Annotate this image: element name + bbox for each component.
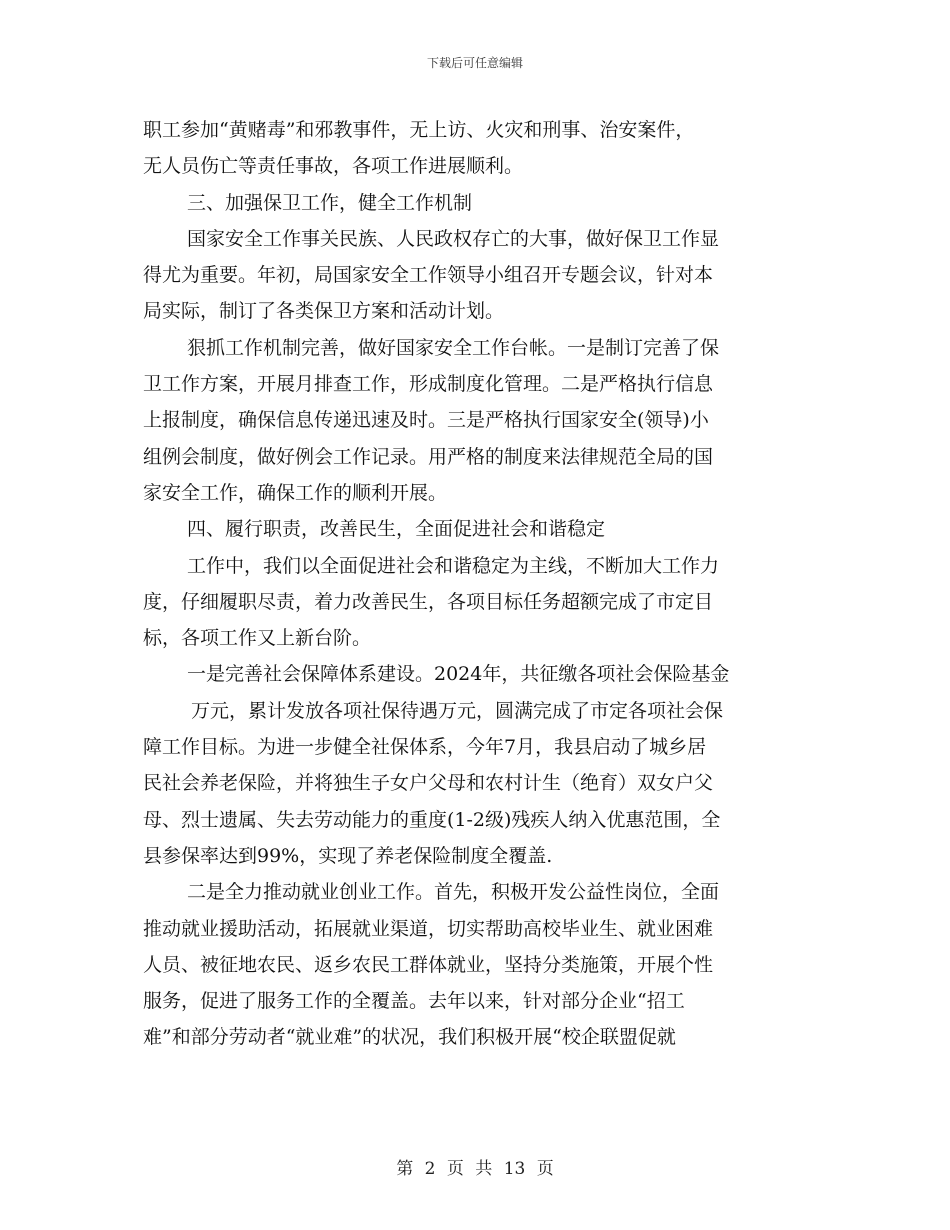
text-line: 一是完善社会保障体系建设。2024年，共征缴各项社会保险基金 xyxy=(187,663,730,686)
text-line: 局实际，制订了各类保卫方案和活动计划。 xyxy=(143,300,505,323)
text-line: 人员、被征地农民、返乡农民工群体就业，坚持分类施策，开展个性 xyxy=(143,953,714,976)
section-heading: 三、加强保卫工作，健全工作机制 xyxy=(187,191,473,214)
page-footer: 第 2 页 共 13 页 xyxy=(396,1159,554,1179)
text-line: 组例会制度，做好例会工作记录。用严格的制度来法律规范全局的国 xyxy=(143,445,714,468)
text-line: 标，各项工作又上新台阶。 xyxy=(143,627,372,650)
page-header: 下载后可任意编辑 xyxy=(426,56,523,70)
section-heading: 四、履行职责，改善民生，全面促进社会和谐稳定 xyxy=(187,518,606,541)
text-line: 狠抓工作机制完善，做好国家安全工作台帐。一是制订完善了保 xyxy=(187,336,720,359)
text-line: 度，仔细履职尽责，着力改善民生，各项目标任务超额完成了市定目 xyxy=(143,590,714,613)
text-line: 障工作目标。为进一步健全社保体系，今年7月，我县启动了城乡居 xyxy=(143,736,707,759)
text-line: 上报制度，确保信息传递迅速及时。三是严格执行国家安全(领导)小 xyxy=(143,409,709,432)
text-line: 母、烈士遗属、失去劳动能力的重度(1-2级)残疾人纳入优惠范围，全 xyxy=(143,808,721,831)
text-line: 万元，累计发放各项社保待遇万元，圆满完成了市定各项社会保 xyxy=(191,699,724,722)
text-line: 工作中，我们以全面促进社会和谐稳定为主线，不断加大工作力 xyxy=(187,554,720,577)
text-line: 得尤为重要。年初，局国家安全工作领导小组召开专题会议，针对本 xyxy=(143,264,714,287)
text-line: 县参保率达到99%，实现了养老保险制度全覆盖. xyxy=(143,844,553,867)
text-line: 卫工作方案，开展月排查工作，形成制度化管理。二是严格执行信息 xyxy=(143,373,714,396)
text-line: 服务，促进了服务工作的全覆盖。去年以来，针对部分企业“招工 xyxy=(143,990,685,1013)
text-line: 推动就业援助活动，拓展就业渠道，切实帮助高校毕业生、就业困难 xyxy=(143,917,714,940)
text-line: 家安全工作，确保工作的顺利开展。 xyxy=(143,481,448,504)
text-line: 职工参加“黄赌毒”和邪教事件，无上访、火灾和刑事、治安案件， xyxy=(143,119,695,141)
text-line: 难”和部分劳动者“就业难”的状况，我们积极开展“校企联盟促就 xyxy=(143,1026,676,1049)
text-line: 无人员伤亡等责任事故，各项工作进展顺利。 xyxy=(143,155,524,178)
text-line: 国家安全工作事关民族、人民政权存亡的大事，做好保卫工作显 xyxy=(187,227,720,250)
document-body xyxy=(143,112,811,1056)
text-line: 民社会养老保险，并将独生子女户父母和农村计生（绝育）双女户父 xyxy=(143,772,714,795)
text-line: 二是全力推动就业创业工作。首先，积极开发公益性岗位，全面 xyxy=(187,881,720,904)
